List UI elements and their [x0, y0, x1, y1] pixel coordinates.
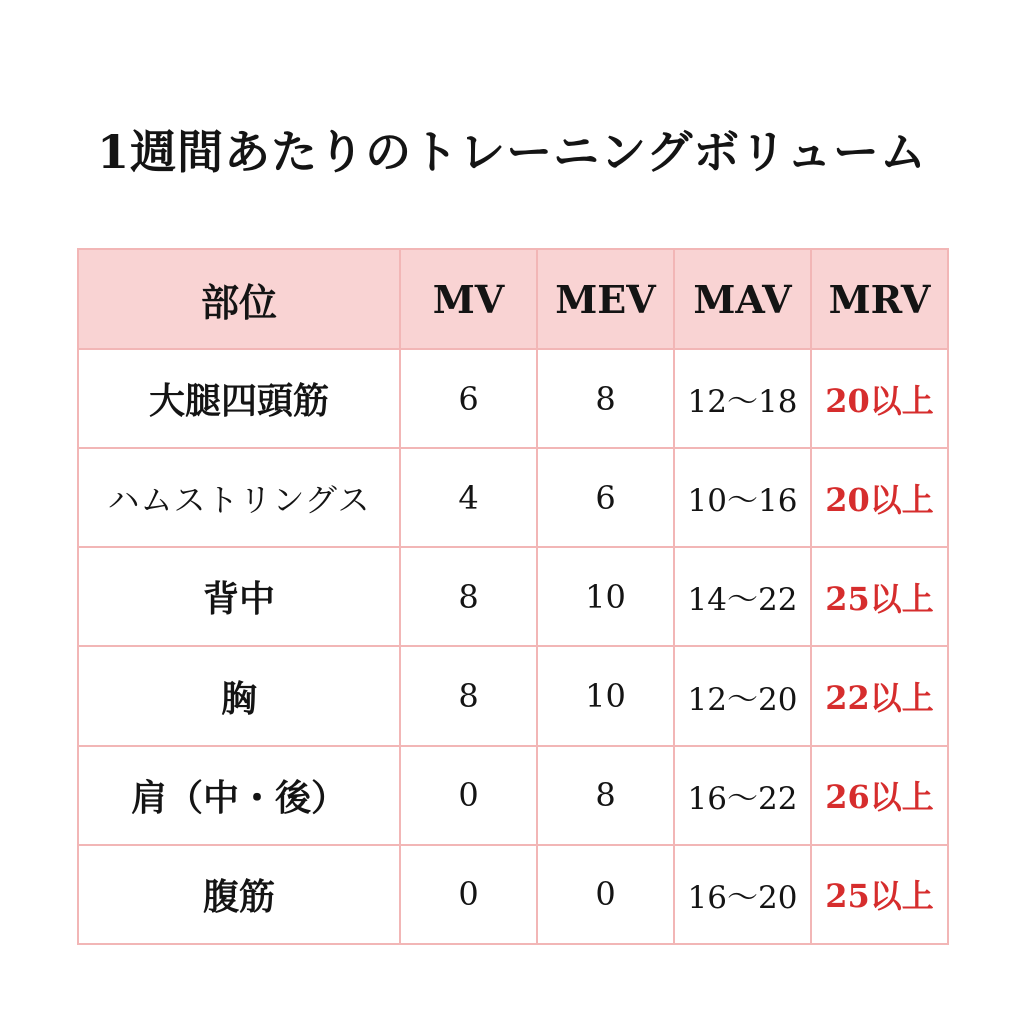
cell-mev: 0: [537, 845, 674, 944]
table-row: [78, 547, 948, 646]
cell-part: 胸: [78, 646, 400, 745]
cell-part: 背中: [78, 547, 400, 646]
cell-mv: 6: [400, 349, 537, 448]
cell-part: 腹筋: [78, 845, 400, 944]
cell-mav: 16〜20: [674, 845, 811, 944]
cell-mav: 16〜22: [674, 746, 811, 845]
table-row: [78, 646, 948, 745]
table-row: [78, 448, 948, 547]
cell-mv: 8: [400, 547, 537, 646]
table-row: [78, 349, 948, 448]
cell-mav: 12〜18: [674, 349, 811, 448]
header-mrv: MRV: [811, 249, 948, 349]
cell-mev: 10: [537, 646, 674, 745]
cell-mev: 6: [537, 448, 674, 547]
table-body: [78, 349, 948, 944]
page-title: 1週間あたりのトレーニングボリューム: [97, 125, 927, 179]
cell-mv: 0: [400, 845, 537, 944]
cell-mv: 8: [400, 646, 537, 745]
cell-mrv: 20以上: [811, 448, 948, 547]
header-row: [78, 249, 948, 349]
training-volume-table: [77, 248, 949, 945]
header-mav: MAV: [674, 249, 811, 349]
cell-mrv: 26以上: [811, 746, 948, 845]
cell-part: 大腿四頭筋: [78, 349, 400, 448]
cell-mev: 8: [537, 349, 674, 448]
cell-mev: 8: [537, 746, 674, 845]
cell-part: 肩（中・後）: [78, 746, 400, 845]
header-mv: MV: [400, 249, 537, 349]
table-row: [78, 746, 948, 845]
cell-part: ハムストリングス: [78, 448, 400, 547]
cell-mav: 10〜16: [674, 448, 811, 547]
cell-mv: 4: [400, 448, 537, 547]
header-mev: MEV: [537, 249, 674, 349]
cell-mv: 0: [400, 746, 537, 845]
header-part: 部位: [78, 249, 400, 349]
cell-mav: 12〜20: [674, 646, 811, 745]
cell-mrv: 25以上: [811, 547, 948, 646]
cell-mrv: 20以上: [811, 349, 948, 448]
table-header: [78, 249, 948, 349]
cell-mav: 14〜22: [674, 547, 811, 646]
cell-mev: 10: [537, 547, 674, 646]
cell-mrv: 25以上: [811, 845, 948, 944]
table-row: [78, 845, 948, 944]
cell-mrv: 22以上: [811, 646, 948, 745]
